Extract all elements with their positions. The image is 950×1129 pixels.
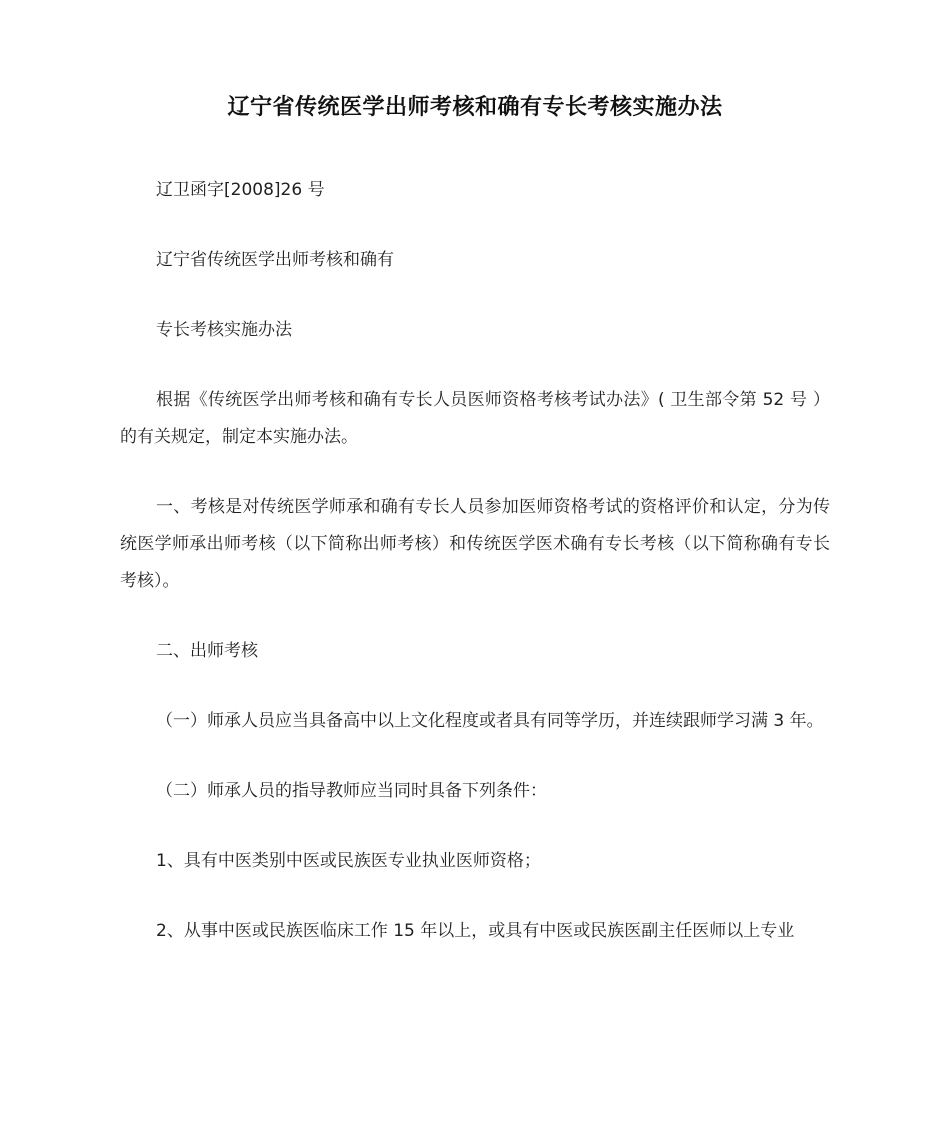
- subtitle-line-2: 专长考核实施办法: [156, 320, 292, 340]
- section-2-heading: 二、出师考核: [156, 641, 258, 661]
- clause-2-1-paragraph: （一）师承人员应当具备高中以上文化程度或者具有同等学历，并连续跟师学习满 3 年。: [156, 711, 824, 731]
- condition-1-paragraph: 1、具有中医类别中医或民族医专业执业医师资格；: [156, 851, 541, 871]
- document-title: 辽宁省传统医学出师考核和确有专长考核实施办法: [227, 95, 723, 120]
- clause-2-2-paragraph: （二）师承人员的指导教师应当同时具备下列条件：: [156, 781, 547, 801]
- subtitle-line-1: 辽宁省传统医学出师考核和确有: [156, 250, 394, 270]
- document-number: 辽卫函字[2008]26 号: [156, 180, 325, 200]
- document-body: [120, 172, 830, 983]
- section-1-paragraph: 一、考核是对传统医学师承和确有专长人员参加医师资格考试的资格评价和认定，分为传统医学师承出师考核（以下简称出师考核）和传统医学医术确有专长考核（以下简称确有专长考核）。: [120, 497, 830, 591]
- intro-paragraph: 根据《传统医学出师考核和确有专长人员医师资格考核考试办法》( 卫生部令第 52 号 ）的有关规定，制定本实施办法。: [120, 390, 830, 447]
- condition-2-paragraph: 2、从事中医或民族医临床工作 15 年以上，或具有中医或民族医副主任医师以上专业: [156, 921, 795, 941]
